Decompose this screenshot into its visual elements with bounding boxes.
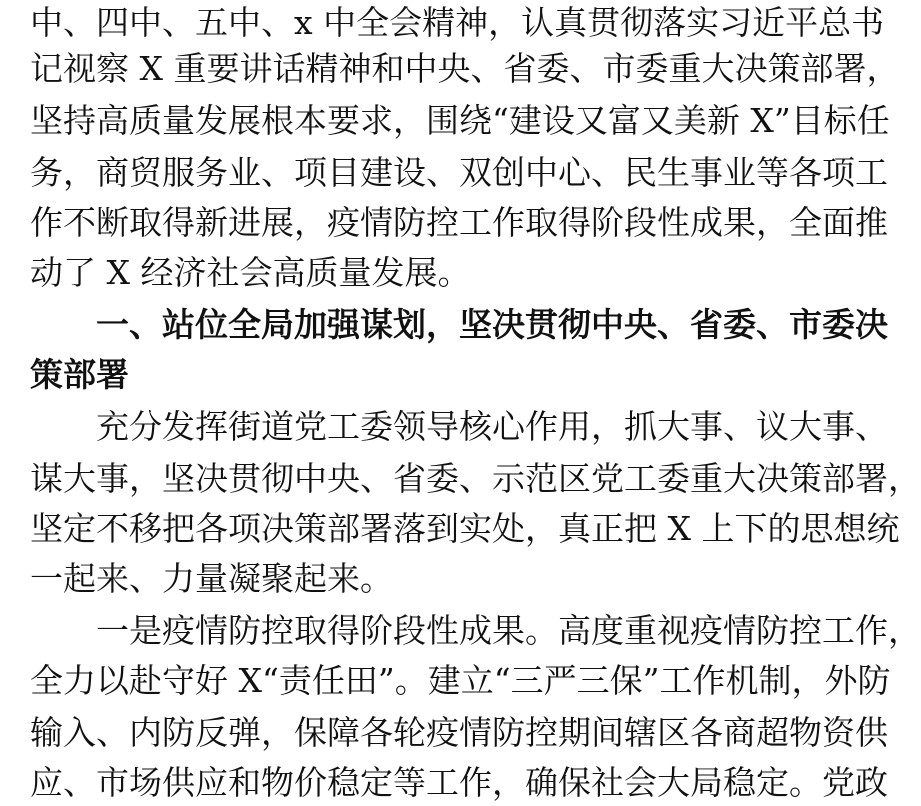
intro-line: 动了 X 经济社会高质量发展。 bbox=[30, 253, 471, 292]
intro-line: 坚持高质量发展根本要求，围绕“建设又富又美新 X”目标任 bbox=[30, 101, 890, 140]
paragraph-line: 一是疫情防控取得阶段性成果。高度重视疫情防控工作， bbox=[96, 611, 921, 650]
intro-line: 务，商贸服务业、项目建设、双创中心、民生事业等各项工 bbox=[30, 153, 888, 192]
paragraph-line: 输入、内防反弹，保障各轮疫情防控期间辖区各商超物资供 bbox=[30, 713, 888, 752]
intro-line: 中、四中、五中、x 中全会精神，认真贯彻落实习近平总书 bbox=[30, 3, 885, 42]
paragraph-line: 充分发挥街道党工委领导核心作用，抓大事、议大事、 bbox=[96, 407, 888, 446]
paragraph-line: 坚定不移把各项决策部署落到实处，真正把 X 上下的思想统 bbox=[30, 509, 900, 548]
paragraph-line: 全力以赴守好 X“责任田”。建立“三严三保”工作机制，外防 bbox=[30, 661, 891, 700]
section-heading: 策部署 bbox=[30, 355, 129, 394]
intro-line: 作不断取得新进展，疫情防控工作取得阶段性成果，全面推 bbox=[30, 203, 888, 242]
paragraph-line: 应、市场供应和物价稳定等工作，确保社会大局稳定。党政 bbox=[30, 763, 888, 802]
paragraph-line: 一起来、力量凝聚起来。 bbox=[30, 559, 393, 598]
intro-line: 记视察 X 重要讲话精神和中央、省委、市委重大决策部署， bbox=[30, 49, 900, 88]
paragraph-line: 谋大事，坚决贯彻中央、省委、示范区党工委重大决策部署， bbox=[30, 459, 921, 498]
section-heading: 一、站位全局加强谋划，坚决贯彻中央、省委、市委决 bbox=[96, 305, 888, 344]
